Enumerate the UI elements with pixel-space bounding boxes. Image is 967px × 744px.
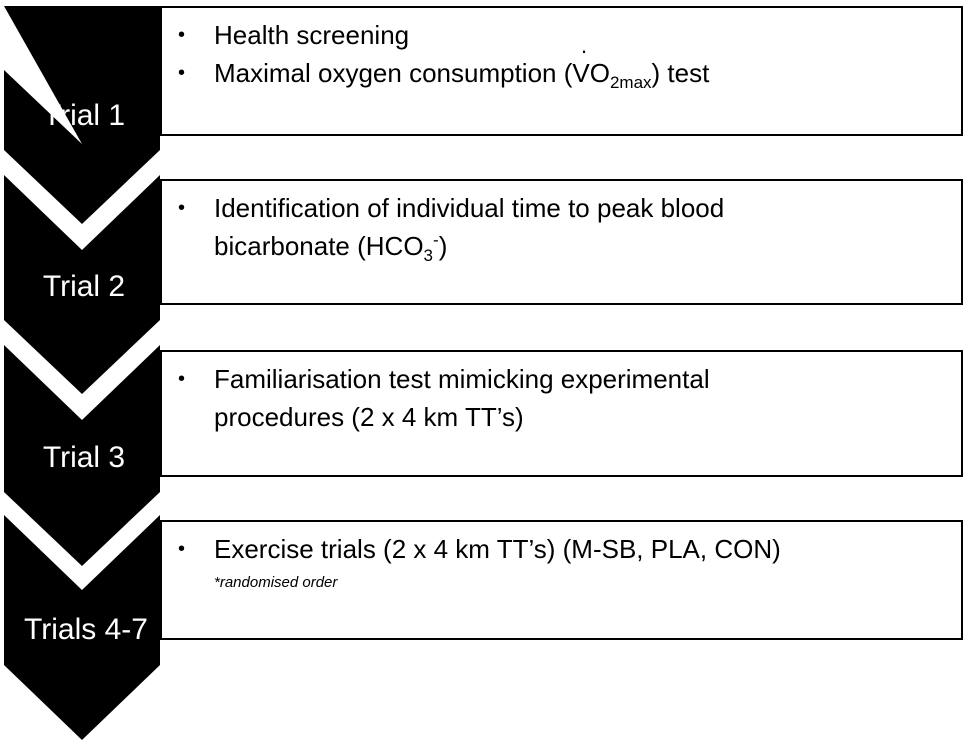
subscript-3: 3 [423, 246, 434, 266]
trial-4-label: Trials 4-7 [24, 613, 148, 646]
trial-2-label: Trial 2 [42, 270, 126, 303]
trial-3-list [172, 360, 941, 436]
list-item [172, 360, 941, 436]
list-item [172, 530, 941, 568]
subscript-2max: 2max [609, 73, 652, 93]
superscript-minus: - [433, 230, 439, 250]
trial-3-label: Trial 3 [42, 441, 126, 474]
list-item [172, 189, 941, 265]
bullet-icon: • [178, 538, 186, 560]
bullet-icon: • [178, 24, 186, 46]
trial-1-box [160, 6, 963, 136]
trial-3-box [160, 350, 963, 477]
bullet-icon: • [178, 62, 186, 84]
list-item [172, 54, 941, 92]
item-text-o: O [589, 58, 610, 88]
item-text-line1: Identification of individual time to peak blood [214, 193, 725, 223]
trial-2-box [160, 179, 963, 305]
bullet-icon: • [178, 197, 186, 219]
v-dot-symbol: · V [572, 54, 589, 92]
randomised-note: *randomised order [214, 574, 338, 591]
trial-4-box [160, 520, 963, 640]
item-text-line2: procedures (2 x 4 km TT’s) [214, 402, 524, 432]
trial-1-list [172, 16, 941, 92]
item-text: Exercise trials (2 x 4 km TT’s) (M-SB, PLA, CON) [214, 534, 781, 564]
bullet-icon: • [178, 368, 186, 390]
trial-4-list [172, 530, 941, 568]
item-text-suffix: ) test [651, 58, 710, 88]
trial-1-label: Trial 1 [42, 99, 126, 132]
item-text-line2: bicarbonate (HCO [214, 231, 424, 261]
item-text-prefix: Maximal oxygen consumption ( [214, 58, 573, 88]
item-text-line2-end: ) [438, 231, 448, 261]
trial-2-list [172, 189, 941, 265]
item-text: Health screening [214, 20, 410, 50]
list-item [172, 16, 941, 54]
item-text-line1: Familiarisation test mimicking experimental [214, 364, 710, 394]
